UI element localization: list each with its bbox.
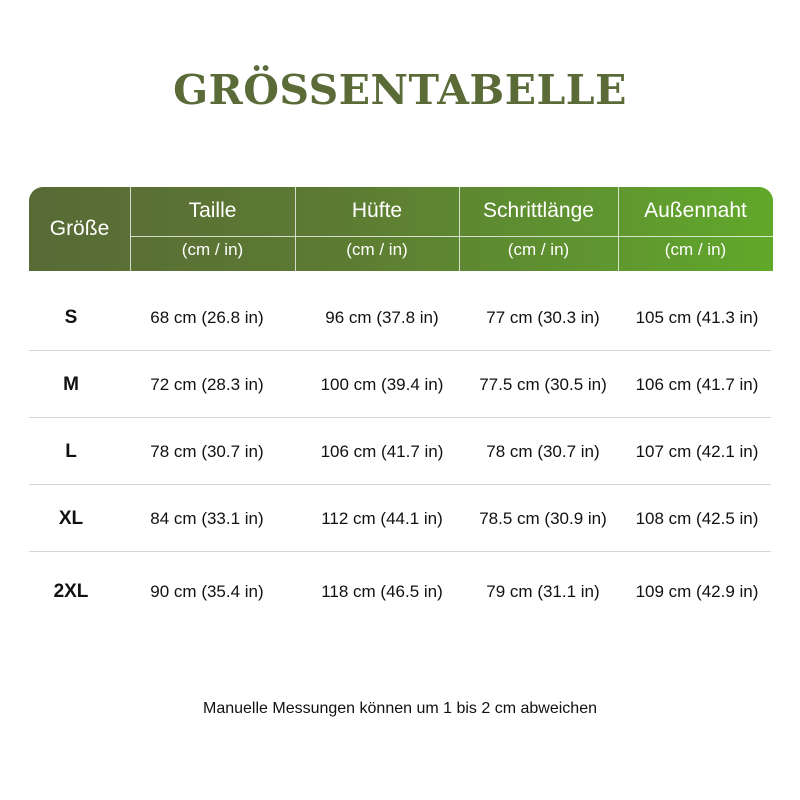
value-schrittlaenge: 77 cm (30.3 in): [486, 307, 600, 327]
value-taille: 72 cm (28.3 in): [150, 374, 264, 394]
header-column-schrittlaenge: [459, 187, 618, 271]
value-aussennaht: 108 cm (42.5 in): [635, 508, 759, 528]
measurement-disclaimer: Manuelle Messungen können um 1 bis 2 cm abweichen: [202, 700, 597, 717]
value-aussennaht: 105 cm (41.3 in): [635, 307, 759, 327]
value-schrittlaenge: 79 cm (31.1 in): [486, 581, 600, 601]
row-divider: [29, 551, 771, 552]
value-huefte: 96 cm (37.8 in): [325, 307, 439, 327]
value-taille: 68 cm (26.8 in): [150, 307, 264, 327]
value-schrittlaenge: 78 cm (30.7 in): [486, 441, 600, 461]
header-size-label: Größe: [49, 217, 110, 240]
table-row: [29, 485, 771, 552]
value-huefte: 100 cm (39.4 in): [320, 374, 444, 394]
value-huefte: 118 cm (46.5 in): [321, 581, 443, 601]
table-row: [29, 558, 771, 625]
column-unit: (cm / in): [181, 240, 244, 259]
table-row: [29, 284, 771, 351]
column-name: Taille: [188, 199, 237, 222]
column-name: Hüfte: [351, 199, 403, 222]
table-row: [29, 351, 771, 418]
value-aussennaht: 109 cm (42.9 in): [635, 581, 759, 601]
value-schrittlaenge: 77.5 cm (30.5 in): [479, 374, 607, 394]
table-header: [29, 187, 773, 271]
column-name: Schrittlänge: [483, 199, 594, 222]
column-unit: (cm / in): [346, 240, 408, 259]
column-name: Außennaht: [644, 199, 747, 222]
size-label: 2XL: [53, 580, 89, 602]
value-taille: 90 cm (35.4 in): [150, 581, 264, 601]
value-huefte: 106 cm (41.7 in): [320, 441, 444, 461]
page-title: GRÖSSENTABELLE: [173, 66, 627, 114]
value-aussennaht: 107 cm (42.1 in): [635, 441, 759, 461]
header-column-huefte: [295, 187, 459, 271]
value-taille: 78 cm (30.7 in): [150, 441, 264, 461]
size-label: S: [64, 306, 78, 328]
size-label: L: [65, 440, 77, 462]
column-unit: (cm / in): [664, 240, 727, 259]
table-row: [29, 418, 771, 485]
size-label: M: [63, 373, 79, 395]
size-label: XL: [58, 507, 84, 529]
value-schrittlaenge: 78.5 cm (30.9 in): [479, 508, 607, 528]
value-taille: 84 cm (33.1 in): [150, 508, 264, 528]
header-column-aussennaht: [618, 187, 773, 271]
header-column-taille: [130, 187, 295, 271]
value-aussennaht: 106 cm (41.7 in): [635, 374, 759, 394]
column-unit: (cm / in): [507, 240, 570, 259]
value-huefte: 112 cm (44.1 in): [321, 508, 443, 528]
